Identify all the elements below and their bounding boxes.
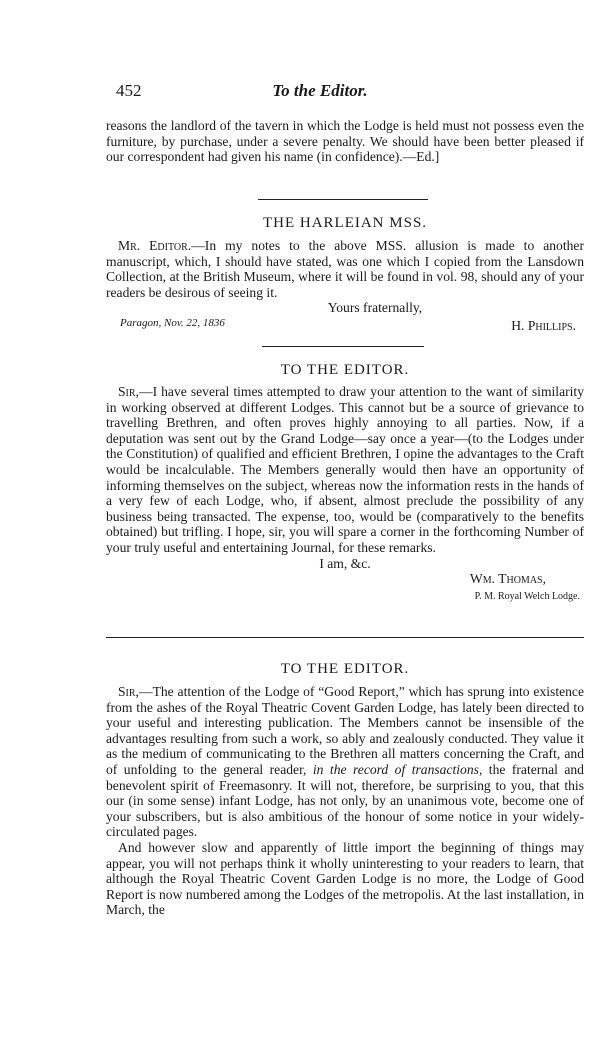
- harleian-signoff: [106, 316, 584, 334]
- letter2-body-a: —The attention of the Lodge of “Good Report,” which has sprung into existence from the ashes of the Royal Theatric Covent Garden Lodge, has lately been directed to your useful and interesting publication. The Members cannot be insensible of the advantages resulting from such a work, so ably and zealously conducted. They value it as the medium of communicating to the Brethren all matters concerning the Craft, and of unfolding to the general reader,: [106, 684, 584, 777]
- editor-note-text: reasons the landlord of the tavern in which the Lodge is held must not possess even the furniture, by purchase, under a severe penalty. We should have been better pleased if our correspondent had given his name (in confidence).—Ed.]: [106, 118, 584, 165]
- harleian-place-date: Paragon, Nov. 22, 1836: [120, 316, 225, 329]
- harleian-salutation: Mr. Editor.: [118, 238, 192, 253]
- letter2-title: TO THE EDITOR.: [280, 661, 410, 677]
- letter2-body-b: , the fraternal and benevolent spirit of Freemasonry. It will not, therefore, be surprising to you, that this our (in some sense) infant Lodge, has not only, by an unanimous vote, become one of your subscribers, but is also ambitious of the honour of some notice in your widely-circulated pages.: [106, 761, 584, 840]
- section-divider: [262, 346, 424, 347]
- letter1-lodge-line: [106, 587, 584, 605]
- letter1-body-paragraph: [106, 384, 584, 556]
- section-divider-full: [106, 637, 584, 638]
- harleian-closing: Yours fraternally,: [327, 300, 423, 316]
- harleian-letter: [106, 238, 584, 334]
- letter2-paragraph-2: And however slow and apparently of little import the beginning of things may appear, you will not perhaps think it wholly uninteresting to your readers to learn, that although the Royal Theatric Covent Garden Lodge is no more, the Lodge of Good Report is now numbered among the Lodges of the metropolis. At the last installation, in March, the: [106, 839, 584, 918]
- letter2-paragraph-1: [106, 684, 584, 840]
- letter1-lodge: P. M. Royal Welch Lodge.: [474, 590, 580, 602]
- harleian-signature: H. Phillips.: [511, 317, 576, 333]
- letter2: [106, 684, 584, 918]
- harleian-title: THE HARLEIAN MSS.: [262, 215, 428, 231]
- letter1: [106, 384, 584, 604]
- running-title: To the Editor.: [272, 81, 368, 100]
- letter2-body-italic: in the record of transactions: [312, 761, 479, 777]
- harleian-body: —In my notes to the above MSS. allusion is made to another manuscript, which, I should have stated, was one which I copied from the Lansdown Collection, at the British Museum, where it will be found in vol. 98, should any of your readers be desirous of seeing it.: [106, 238, 584, 300]
- letter1-signature: [106, 571, 584, 587]
- page-number: 452: [116, 81, 142, 100]
- harleian-body-paragraph: [106, 238, 584, 300]
- letter1-closing: I am, &c.: [319, 555, 371, 571]
- section-divider: [258, 199, 428, 200]
- letter1-title: TO THE EDITOR.: [280, 362, 410, 378]
- letter2-salutation: Sir,: [118, 684, 139, 699]
- letter1-salutation: Sir,: [118, 384, 139, 399]
- letter1-signature-name: Wm. Thomas,: [469, 571, 546, 587]
- editor-note: [106, 118, 584, 165]
- letter1-body: —I have several times attempted to draw your attention to the want of similarity in working observed at different Lodges. This cannot but be a source of grievance to travelling Brethren, and often proves highly annoying to all parties. Now, if a deputation was sent out by the Grand Lodge—say once a year—(to the Lodges under the Constitution) of qualified and efficient Brethren, I opine the advantages to the Craft would be incalculable. The Members generally would then have an opportunity of informing themselves on the subject, whereas now the information rests in the hands of a very few of each Lodge, who, if absent, almost preclude the possibility of any business being transacted. The expense, too, would be (comparatively to the benefits obtained) but trifling. I hope, sir, you will spare a corner in the forthcoming Number of your truly useful and entertaining Journal, for these remarks.: [106, 384, 584, 555]
